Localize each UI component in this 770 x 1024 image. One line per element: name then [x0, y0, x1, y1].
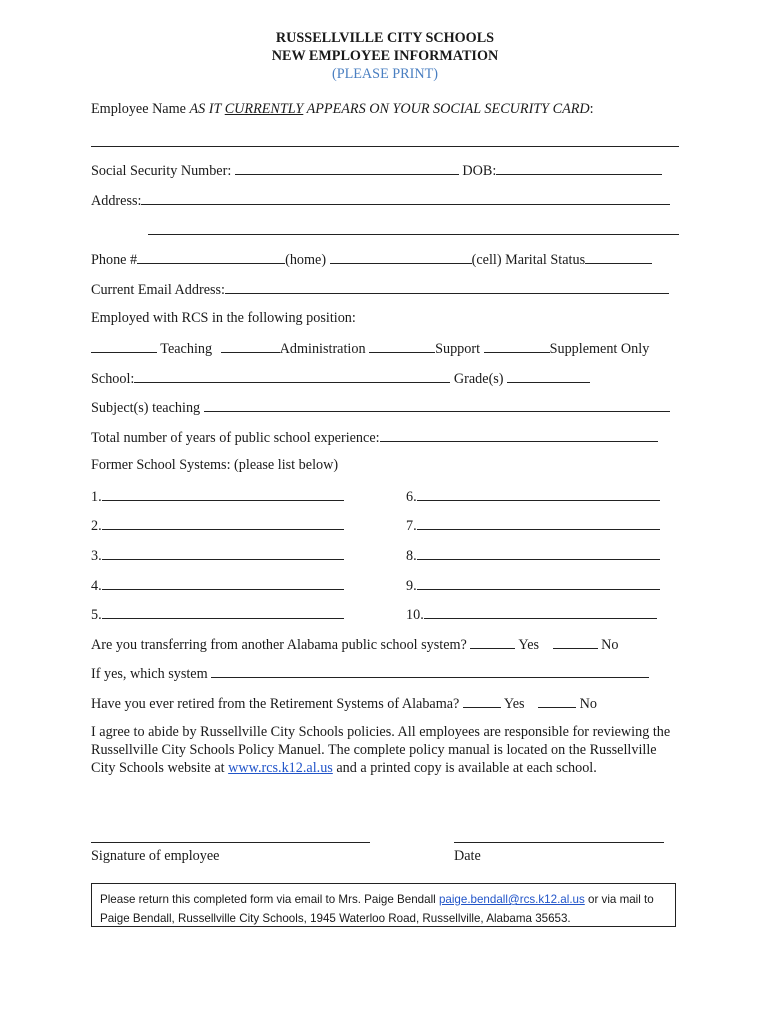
ssn-label: Social Security Number:: [91, 163, 235, 179]
former-item-field[interactable]: [102, 487, 344, 501]
former-item-field[interactable]: [102, 516, 344, 530]
former-item: 9.: [406, 576, 660, 595]
administration-label: Administration: [279, 341, 370, 357]
position-options: [91, 339, 649, 358]
signature-label: Signature of employee: [91, 848, 220, 864]
dob-label: DOB:: [462, 163, 497, 179]
home-label: (home): [285, 252, 330, 268]
date-line[interactable]: [454, 842, 664, 843]
former-item: 4.: [91, 576, 344, 595]
school-row: [91, 369, 590, 388]
address-row: [91, 191, 670, 210]
grades-label: Grade(s): [450, 371, 508, 387]
administration-check[interactable]: [221, 339, 280, 353]
school-field[interactable]: [134, 369, 450, 383]
cell-marital-label: (cell) Marital Status: [471, 252, 586, 268]
which-system-row: If yes, which system: [91, 664, 649, 683]
support-check[interactable]: [369, 339, 435, 353]
supplement-label: Supplement Only: [549, 341, 650, 357]
ssn-dob-row: [91, 161, 662, 180]
email-label: Current Email Address:: [91, 282, 225, 298]
rcs-website-link[interactable]: www.rcs.k12.al.us: [228, 760, 333, 776]
former-item-field[interactable]: [102, 605, 344, 619]
retired-yes-field[interactable]: [463, 694, 501, 708]
address-label: Address:: [91, 193, 142, 209]
employee-name-line[interactable]: [91, 146, 679, 147]
former-item-field[interactable]: [102, 576, 344, 590]
years-label: Total number of years of public school experience:: [91, 430, 380, 446]
teaching-check[interactable]: [91, 339, 157, 353]
former-item-field[interactable]: [102, 546, 344, 560]
transfer-no-field[interactable]: [553, 635, 598, 649]
former-item: 10.: [406, 605, 657, 624]
subjects-field[interactable]: [204, 398, 670, 412]
email-field[interactable]: [225, 280, 669, 294]
former-item: 3.: [91, 546, 344, 565]
subjects-row: [91, 398, 670, 417]
ssn-field[interactable]: [235, 161, 459, 175]
former-item-field[interactable]: [424, 605, 657, 619]
marital-status-field[interactable]: [585, 250, 652, 264]
form-title: RUSSELLVILLE CITY SCHOOLS: [275, 30, 495, 46]
years-field[interactable]: [380, 428, 658, 442]
grades-field[interactable]: [507, 369, 590, 383]
former-item: 1.: [91, 487, 344, 506]
retired-no-field[interactable]: [538, 694, 576, 708]
former-item-field[interactable]: [417, 487, 660, 501]
address-field[interactable]: [141, 191, 670, 205]
phone-row: [91, 250, 652, 269]
employed-position-label: Employed with RCS in the following position:: [91, 310, 356, 326]
cell-phone-field[interactable]: [330, 250, 472, 264]
support-label: Support: [435, 341, 484, 357]
former-systems-label: Former School Systems: (please list below): [91, 457, 339, 473]
email-row: [91, 280, 669, 299]
policy-agreement: I agree to abide by Russellville City Schools policies. All employees are responsible for reviewing the Russellville City Schools Policy Manuel. The complete policy manual is located on the Russellville City Schools website at www.rcs.k12.al.us and a printed copy is available at each school.: [91, 724, 671, 776]
former-item: 6.: [406, 487, 660, 506]
transfer-yes-field[interactable]: [470, 635, 515, 649]
supplement-check[interactable]: [484, 339, 550, 353]
home-phone-field[interactable]: [137, 250, 285, 264]
employee-name-label: Employee Name AS IT CURRENTLY APPEARS ON YOUR SOCIAL SECURITY CARD:: [91, 101, 594, 117]
transfer-question: Are you transferring from another Alabama public school system? Yes No: [91, 637, 619, 653]
address-line-2[interactable]: [148, 234, 679, 235]
contact-email-link[interactable]: paige.bendall@rcs.k12.al.us: [438, 893, 585, 906]
date-label: Date: [454, 848, 481, 864]
phone-label: Phone #: [91, 252, 138, 268]
dob-field[interactable]: [496, 161, 662, 175]
former-item: 5.: [91, 605, 344, 624]
former-item: 8.: [406, 546, 660, 565]
which-system-field[interactable]: [211, 664, 649, 678]
former-item-field[interactable]: [417, 576, 660, 590]
return-instructions-box: Please return this completed form via email to Mrs. Paige Bendall paige.bendall@rcs.k12.al.us or via mail to Paige Bendall, Russellville City Schools, 1945 Waterloo Road, Russellville, Alabama 35653.: [91, 883, 676, 927]
form-subtitle: NEW EMPLOYEE INFORMATION: [271, 48, 499, 64]
former-item-field[interactable]: [417, 516, 660, 530]
signature-line[interactable]: [91, 842, 370, 843]
school-label: School:: [91, 371, 135, 387]
former-item-field[interactable]: [417, 546, 660, 560]
retired-question: Have you ever retired from the Retirement Systems of Alabama? Yes No: [91, 696, 598, 712]
former-item: 2.: [91, 516, 344, 535]
years-row: [91, 428, 658, 447]
subjects-label: Subject(s) teaching: [91, 400, 204, 416]
teaching-label: Teaching: [157, 341, 216, 357]
please-print-note: (PLEASE PRINT): [331, 66, 438, 82]
former-item: 7.: [406, 516, 660, 535]
